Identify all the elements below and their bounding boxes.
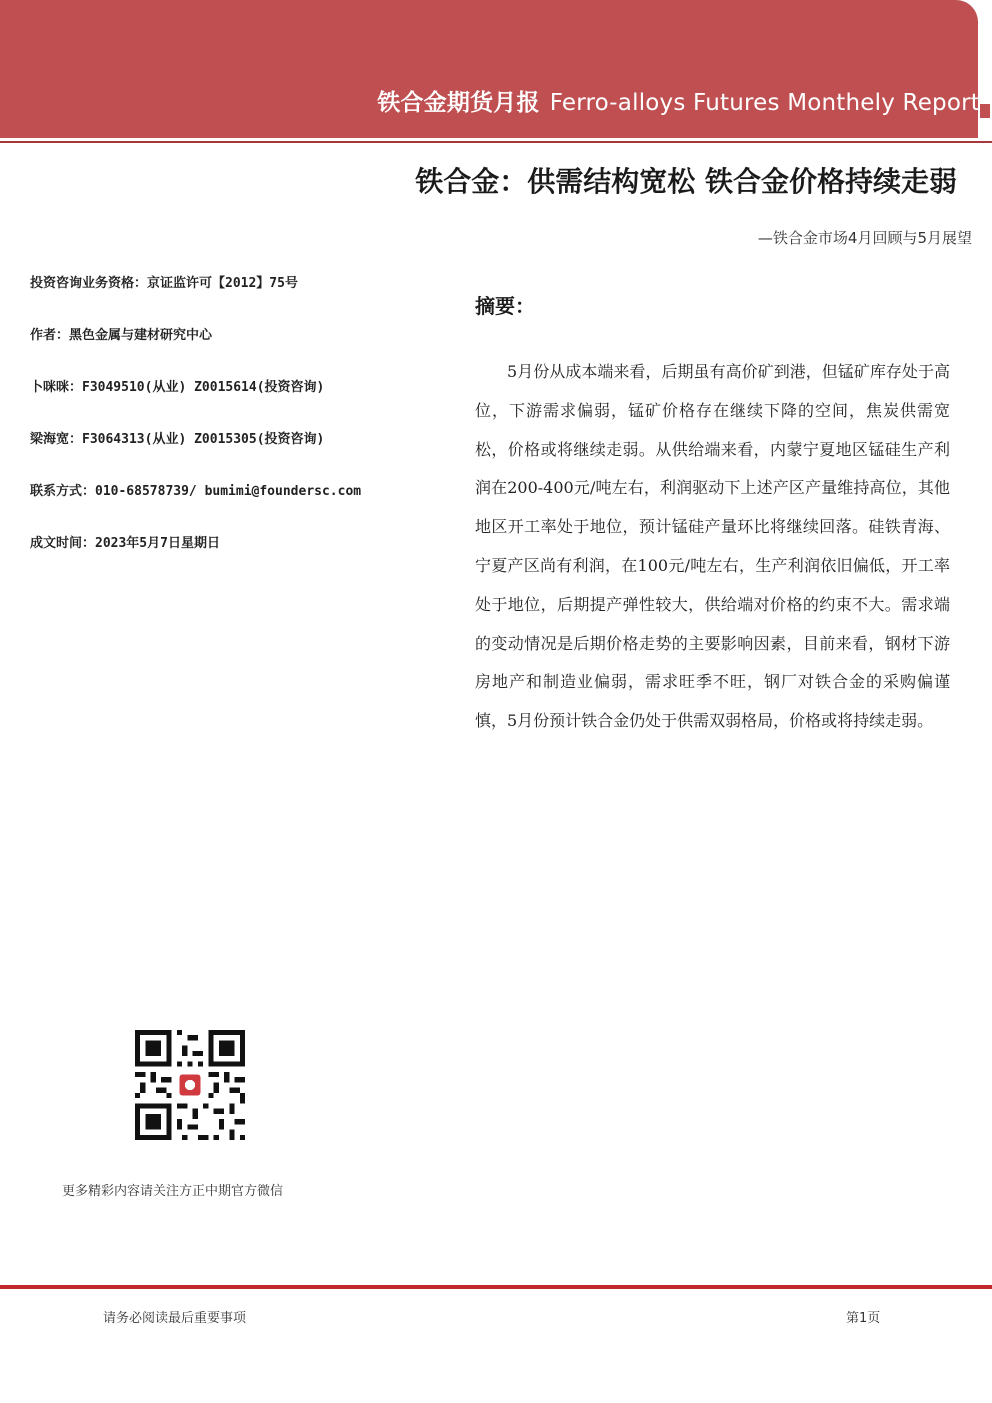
- analyst-line-2: 梁海宽：F3064313(从业) Z0015305(投资咨询): [30, 432, 325, 447]
- header-banner: [0, 0, 978, 138]
- date-line: 成文时间：2023年5月7日星期日: [30, 536, 220, 551]
- page-number: 第1页: [846, 1311, 881, 1326]
- summary-body: 5月份从成本端来看，后期虽有高价矿到港，但锰矿库存处于高位，下游需求偏弱，锰矿价格存在继续下降的空间，焦炭供需宽松，价格或将继续走弱。从供给端来看，内蒙宁夏地区锰硅生产利润在200-400元/吨左右，利润驱动下上述产区产量维持高位，其他地区开工率处于地位，预计锰硅产量环比将继续回落。硅铁青海、宁夏产区尚有利润，在100元/吨左右，生产利润依旧偏低，开工率处于地位，后期提产弹性较大，供给端对价格的约束不大。需求端的变动情况是后期价格走势的主要影响因素，目前来看，钢材下游房地产和制造业偏弱，需求旺季不旺，钢厂对铁合金的采购偏谨慎，5月份预计铁合金仍处于供需双弱格局，价格或将持续走弱。: [475, 362, 950, 731]
- author-info: [30, 272, 430, 584]
- report-title: 铁合金：供需结构宽松 铁合金价格持续走弱: [415, 165, 957, 198]
- header-title: [377, 84, 980, 117]
- footer-notice: 请务必阅读最后重要事项: [103, 1311, 247, 1326]
- license-line: 投资咨询业务资格：京证监许可【2012】75号: [30, 276, 298, 291]
- summary-heading: 摘要：: [475, 294, 535, 318]
- header-title-cn: 铁合金期货月报: [377, 90, 540, 116]
- report-subtitle: —铁合金市场4月回顾与5月展望: [757, 229, 972, 247]
- contact-line: 联系方式：010-68578739/ bumimi@foundersc.com: [30, 484, 362, 499]
- qr-code-graphic: [135, 1030, 245, 1140]
- qr-code-icon: [135, 1030, 245, 1140]
- header-title-en: Ferro-alloys Futures Monthely Report: [549, 90, 980, 116]
- qr-caption: 更多精彩内容请关注方正中期官方微信: [62, 1184, 284, 1199]
- author-line: 作者：黑色金属与建材研究中心: [30, 328, 213, 343]
- analyst-line-1: 卜咪咪：F3049510(从业) Z0015614(投资咨询): [30, 380, 325, 395]
- header-divider: [0, 141, 992, 143]
- footer-divider: [0, 1285, 992, 1289]
- banner-notch: [980, 104, 990, 118]
